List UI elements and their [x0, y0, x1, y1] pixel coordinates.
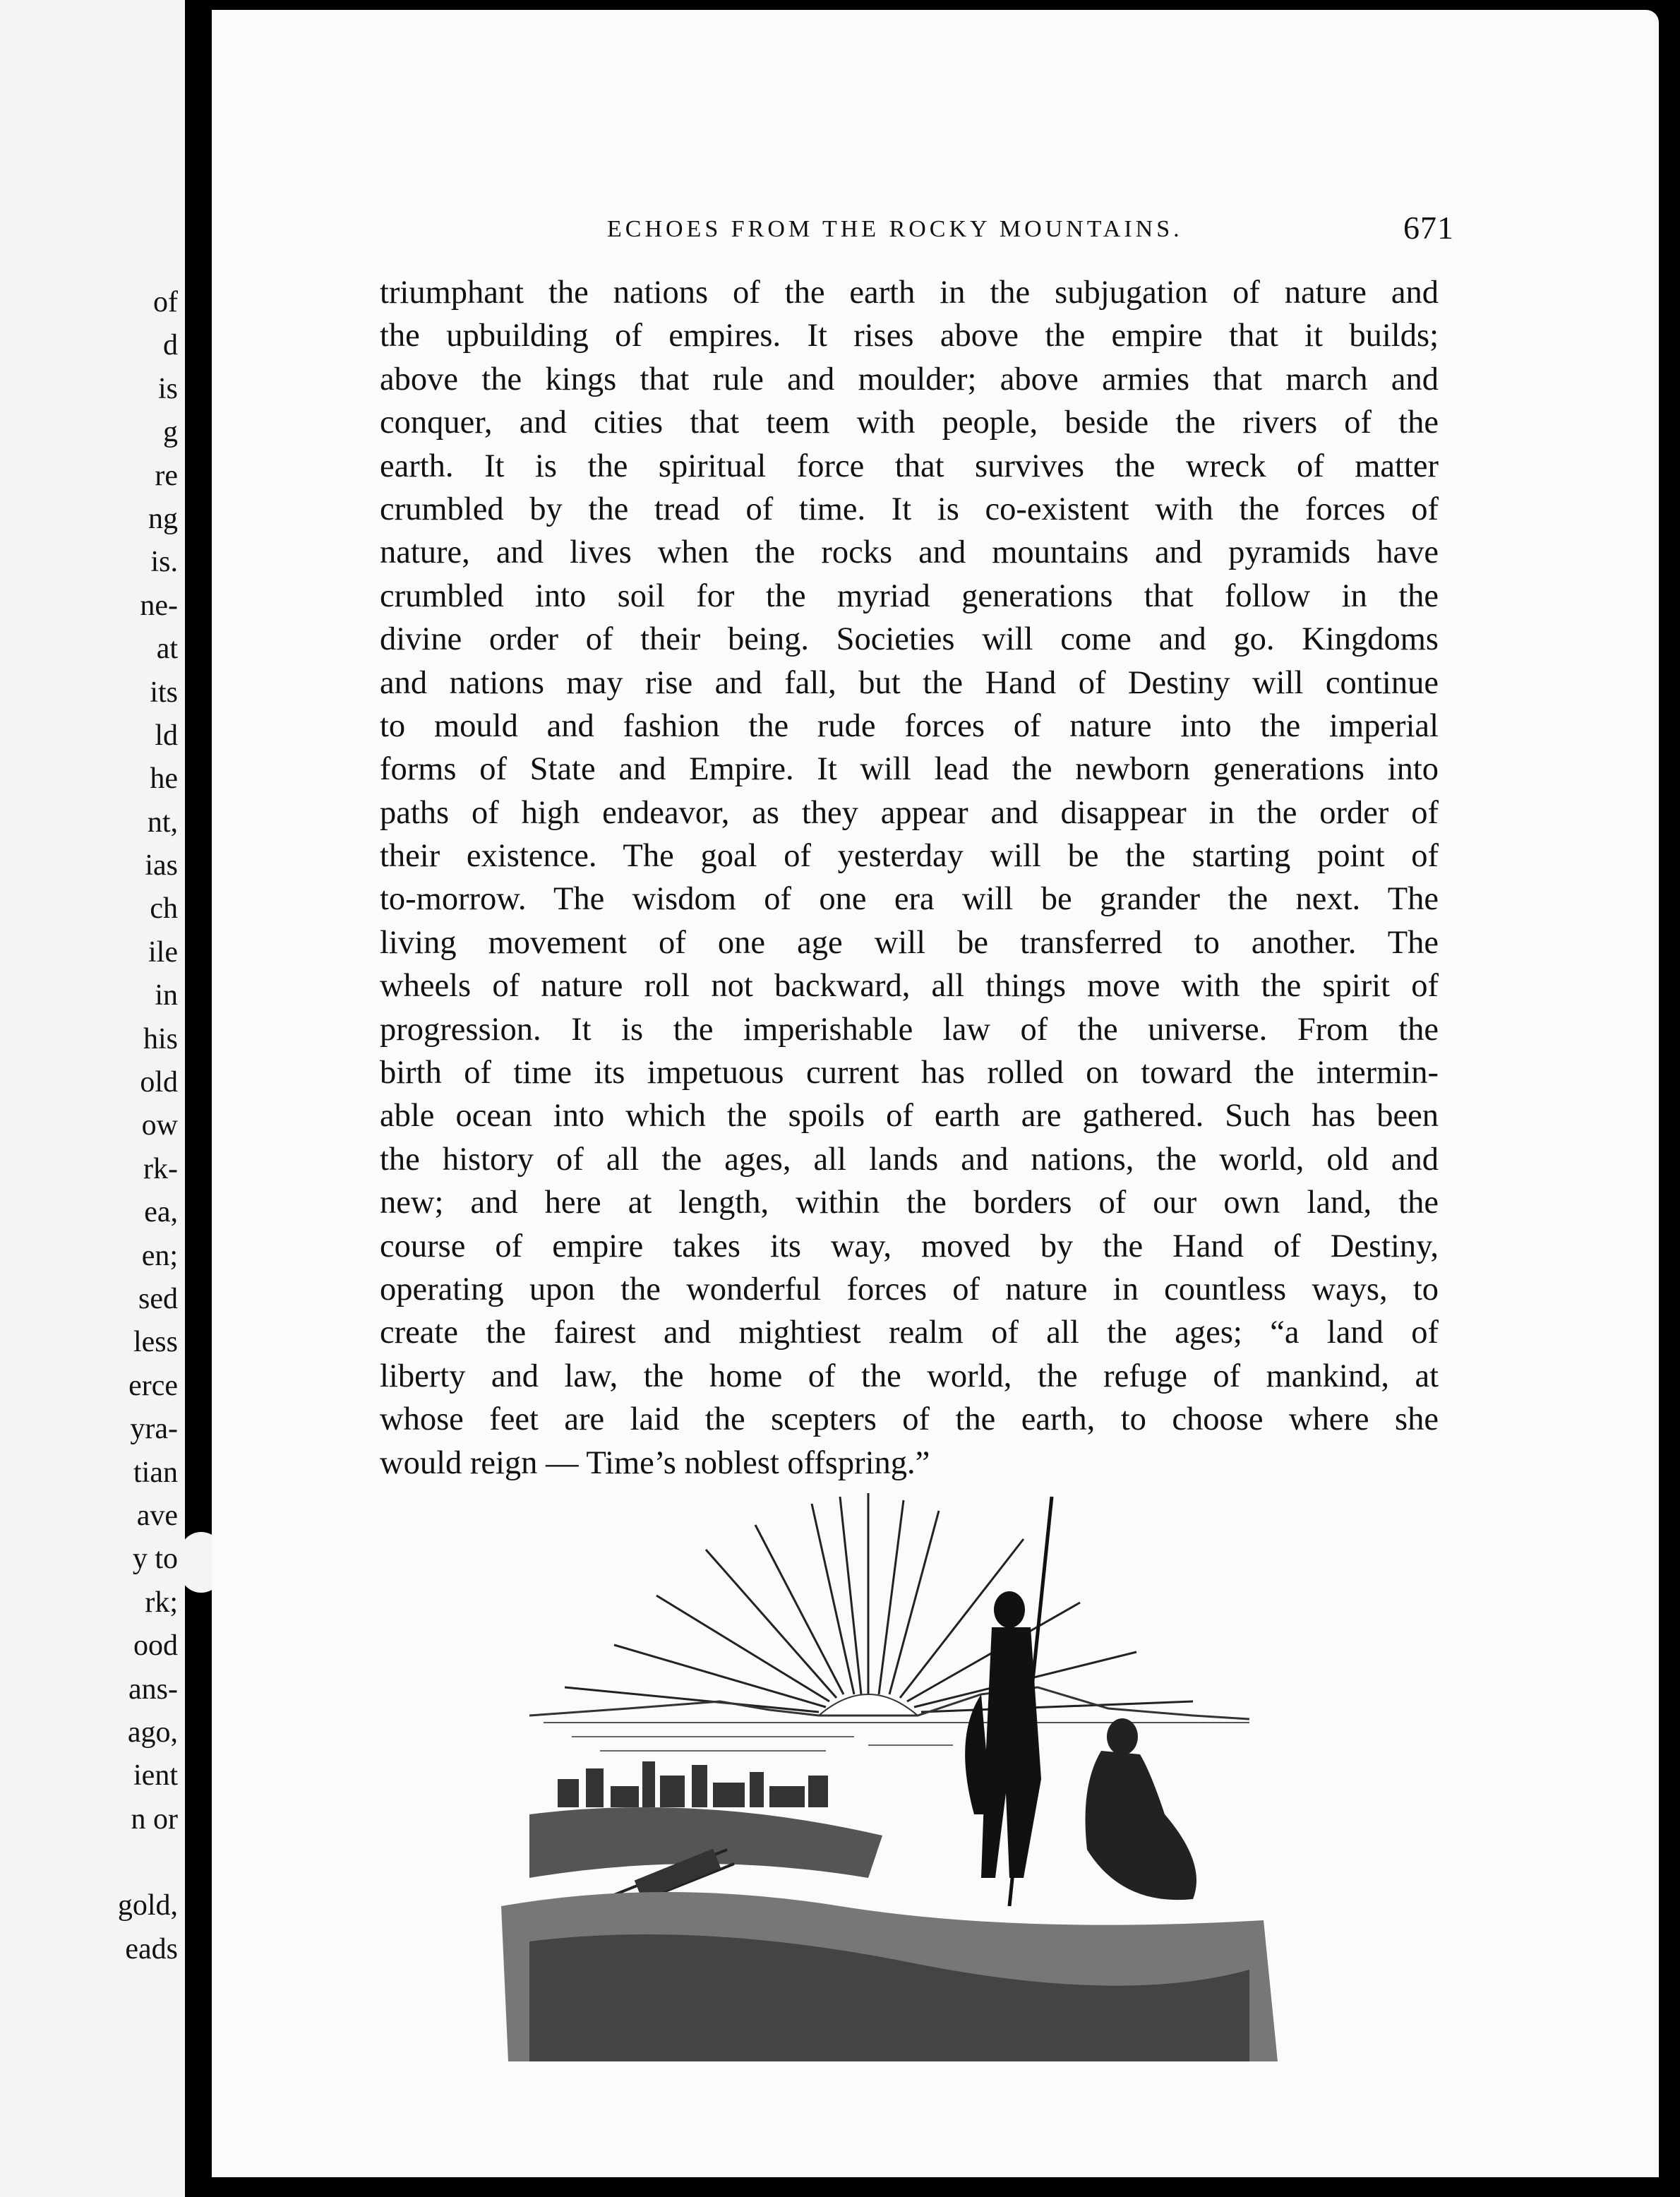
seated-figure [1086, 1718, 1197, 1900]
facing-page-fragment: re [155, 459, 178, 492]
body-line: new; and here at length, within the borders of our own land, the [380, 1185, 1439, 1221]
body-line: birth of time its impetuous current has rolled on toward the intermin- [380, 1055, 1439, 1091]
body-line: would reign — Time’s noblest offspring.” [380, 1444, 930, 1481]
facing-page-fragment: ld [155, 719, 178, 752]
facing-page-fragment: ng [148, 502, 178, 535]
facing-page-fragment: nt, [147, 806, 178, 839]
body-line: triumphant the nations of the earth in the subjugation of nature and [380, 275, 1439, 311]
facing-page-fragment: en; [141, 1239, 178, 1272]
facing-page-fragment: yra- [130, 1413, 178, 1446]
facing-page-fragment: his [143, 1022, 178, 1055]
facing-page-fragment: d [163, 329, 178, 362]
book-gutter [185, 0, 213, 2197]
facing-page-fragment: ow [141, 1109, 178, 1142]
sun-rays [565, 1493, 1193, 1712]
facing-page-fragment [0, 1841, 185, 1884]
city-buildings [558, 1761, 828, 1807]
body-line: crumbled by the tread of time. It is co-existent with the forces of [380, 491, 1439, 527]
body-line: create the fairest and mightiest realm of all the ages; “a land of [380, 1315, 1439, 1351]
running-head-title: ECHOES FROM THE ROCKY MOUNTAINS. [607, 216, 1183, 242]
body-line: living movement of one age will be transferred to another. The [380, 924, 1439, 961]
body-line: crumbled into soil for the myriad generations that follow in the [380, 577, 1439, 614]
body-line: forms of State and Empire. It will lead the newborn generations into [380, 751, 1439, 788]
body-line: their existence. The goal of yesterday will be the starting point of [380, 838, 1439, 875]
facing-page-fragment: rk- [143, 1152, 178, 1185]
facing-page-fragment: erce [128, 1369, 178, 1402]
body-line: operating upon the wonderful forces of nature in countless ways, to [380, 1271, 1439, 1307]
body-line: course of empire takes its way, moved by the Hand of Destiny, [380, 1228, 1439, 1264]
facing-page-fragment: ans- [128, 1672, 178, 1706]
facing-page [0, 0, 185, 2197]
facing-page-fragment: its [150, 676, 178, 709]
body-line: and nations may rise and fall, but the Hand of Destiny will continue [380, 664, 1439, 701]
body-line: earth. It is the spiritual force that survives the wreck of matter [380, 448, 1439, 484]
facing-page-fragment: tian [133, 1456, 178, 1489]
facing-page-fragment: he [150, 762, 178, 796]
facing-page-fragment: ea, [144, 1196, 178, 1229]
body-line: to mould and fashion the rude forces of nature into the imperial [380, 707, 1439, 744]
body-line: whose feet are laid the scepters of the earth, to choose where she [380, 1401, 1439, 1438]
facing-page-fragment: ient [133, 1759, 178, 1792]
facing-page-fragment: ood [133, 1629, 178, 1663]
facing-page-fragment: at [156, 633, 178, 666]
facing-page-fragment: g [163, 416, 178, 449]
facing-page-fragment: ch [150, 892, 178, 926]
facing-page-fragment: of [153, 286, 178, 318]
facing-page-fragment: n or [131, 1802, 178, 1836]
facing-page-fragment: less [133, 1326, 178, 1359]
facing-page-fragment: old [140, 1066, 178, 1099]
body-line: nature, and lives when the rocks and mountains and pyramids have [380, 534, 1439, 571]
body-line: conquer, and cities that teem with people, beside the rivers of the [380, 405, 1439, 441]
body-line: above the kings that rule and moulder; above armies that march and [380, 361, 1439, 397]
body-line: to-morrow. The wisdom of one era will be grander the next. The [380, 881, 1439, 918]
facing-page-fragment: ias [145, 849, 178, 882]
facing-page-fragment: ne- [140, 589, 178, 622]
page-number: 671 [1403, 210, 1454, 246]
facing-page-fragment: rk; [145, 1586, 178, 1619]
body-line: divine order of their being. Societies will come and go. Kingdoms [380, 621, 1439, 658]
body-line: the upbuilding of empires. It rises above the empire that it builds; [380, 318, 1439, 354]
facing-page-fragment: is [157, 372, 178, 405]
engraved-vignette-sunrise-city-figures [487, 1483, 1306, 2061]
body-line: able ocean into which the spoils of earth are gathered. Such has been [380, 1098, 1439, 1135]
facing-page-fragment: in [155, 979, 178, 1012]
body-line: progression. It is the imperishable law of the universe. From the [380, 1011, 1439, 1048]
facing-page-text-fragments [0, 281, 185, 1971]
facing-page-fragment: ile [148, 935, 178, 969]
facing-page-fragment: y to [132, 1543, 178, 1576]
body-line: liberty and law, the home of the world, the refuge of mankind, at [380, 1358, 1439, 1394]
facing-page-fragment: gold, [117, 1889, 178, 1922]
facing-page-fragment: sed [138, 1282, 178, 1315]
body-paragraph [380, 271, 1439, 1485]
running-head [607, 209, 1454, 251]
facing-page-fragment: ave [136, 1499, 178, 1532]
body-line: wheels of nature roll not backward, all things move with the spirit of [380, 968, 1439, 1005]
facing-page-fragment: is. [150, 546, 178, 579]
body-line: paths of high endeavor, as they appear and disappear in the order of [380, 794, 1439, 831]
facing-page-fragment: eads [125, 1932, 178, 1965]
facing-page-fragment: ago, [127, 1716, 178, 1749]
body-line: the history of all the ages, all lands and nations, the world, old and [380, 1141, 1439, 1178]
